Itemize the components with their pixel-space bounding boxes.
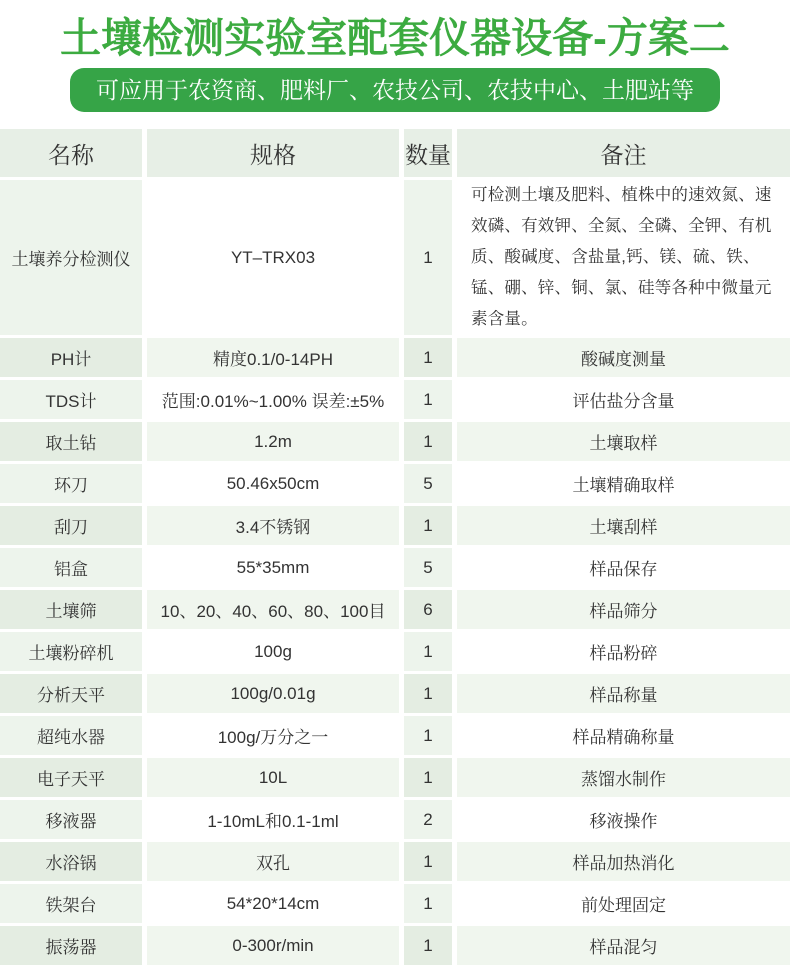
cell-spec: 54*20*14cm bbox=[147, 884, 399, 923]
column-header-spec: 规格 bbox=[147, 129, 399, 177]
cell-qty: 1 bbox=[404, 716, 452, 755]
cell-spec: 1.2m bbox=[147, 422, 399, 461]
cell-spec: 3.4不锈钢 bbox=[147, 506, 399, 545]
cell-qty: 1 bbox=[404, 422, 452, 461]
cell-spec: 1-10mL和0.1-1ml bbox=[147, 800, 399, 839]
cell-name: 铁架台 bbox=[0, 884, 142, 923]
cell-name: 环刀 bbox=[0, 464, 142, 503]
table-row bbox=[0, 422, 790, 461]
table-row bbox=[0, 338, 790, 377]
cell-note: 酸碱度测量 bbox=[457, 338, 790, 377]
cell-spec: 0-300r/min bbox=[147, 926, 399, 965]
table-row bbox=[0, 632, 790, 671]
cell-name: 刮刀 bbox=[0, 506, 142, 545]
page bbox=[0, 13, 790, 956]
cell-spec: YT–TRX03 bbox=[147, 180, 399, 335]
cell-spec: 双孔 bbox=[147, 842, 399, 881]
cell-note: 可检测土壤及肥料、植株中的速效氮、速效磷、有效钾、全氮、全磷、全钾、有机质、酸碱度、含盐量,钙、镁、硫、铁、锰、硼、锌、铜、氯、硅等各种中微量元素含量。 bbox=[457, 180, 790, 335]
cell-qty: 5 bbox=[404, 464, 452, 503]
cell-spec: 100g bbox=[147, 632, 399, 671]
header-row bbox=[0, 129, 790, 177]
table-row bbox=[0, 758, 790, 797]
column-header-name: 名称 bbox=[0, 129, 142, 177]
cell-name: TDS计 bbox=[0, 380, 142, 419]
cell-note: 样品称量 bbox=[457, 674, 790, 713]
cell-qty: 2 bbox=[404, 800, 452, 839]
column-header-qty: 数量 bbox=[404, 129, 452, 177]
cell-name: 振荡器 bbox=[0, 926, 142, 965]
table-row bbox=[0, 180, 790, 335]
cell-name: 超纯水器 bbox=[0, 716, 142, 755]
table-row bbox=[0, 884, 790, 923]
table-row bbox=[0, 590, 790, 629]
cell-spec: 100g/万分之一 bbox=[147, 716, 399, 755]
column-header-note: 备注 bbox=[457, 129, 790, 177]
cell-note: 样品精确称量 bbox=[457, 716, 790, 755]
cell-note: 样品筛分 bbox=[457, 590, 790, 629]
cell-spec: 50.46x50cm bbox=[147, 464, 399, 503]
cell-spec: 范围:0.01%~1.00% 误差:±5% bbox=[147, 380, 399, 419]
cell-note: 样品保存 bbox=[457, 548, 790, 587]
cell-name: 土壤粉碎机 bbox=[0, 632, 142, 671]
cell-name: PH计 bbox=[0, 338, 142, 377]
subtitle-badge-wrap bbox=[0, 68, 790, 112]
cell-qty: 6 bbox=[404, 590, 452, 629]
cell-note: 土壤取样 bbox=[457, 422, 790, 461]
cell-note: 蒸馏水制作 bbox=[457, 758, 790, 797]
cell-name: 分析天平 bbox=[0, 674, 142, 713]
cell-name: 电子天平 bbox=[0, 758, 142, 797]
cell-qty: 1 bbox=[404, 632, 452, 671]
cell-qty: 1 bbox=[404, 674, 452, 713]
table-row bbox=[0, 380, 790, 419]
cell-spec: 10L bbox=[147, 758, 399, 797]
cell-qty: 1 bbox=[404, 380, 452, 419]
cell-spec: 55*35mm bbox=[147, 548, 399, 587]
cell-name: 土壤养分检测仪 bbox=[0, 180, 142, 335]
cell-name: 铝盒 bbox=[0, 548, 142, 587]
cell-spec: 100g/0.01g bbox=[147, 674, 399, 713]
cell-note: 前处理固定 bbox=[457, 884, 790, 923]
table-row bbox=[0, 464, 790, 503]
cell-qty: 5 bbox=[404, 548, 452, 587]
cell-note: 评估盐分含量 bbox=[457, 380, 790, 419]
cell-spec: 10、20、40、60、80、100目 bbox=[147, 590, 399, 629]
cell-qty: 1 bbox=[404, 842, 452, 881]
cell-name: 土壤筛 bbox=[0, 590, 142, 629]
table-row bbox=[0, 674, 790, 713]
table-row bbox=[0, 842, 790, 881]
cell-note: 样品加热消化 bbox=[457, 842, 790, 881]
cell-qty: 1 bbox=[404, 926, 452, 965]
cell-name: 取土钻 bbox=[0, 422, 142, 461]
table-row bbox=[0, 800, 790, 839]
equipment-table-body bbox=[0, 180, 790, 965]
table-row bbox=[0, 548, 790, 587]
cell-note: 土壤精确取样 bbox=[457, 464, 790, 503]
cell-spec: 精度0.1/0-14PH bbox=[147, 338, 399, 377]
table-row bbox=[0, 506, 790, 545]
cell-qty: 1 bbox=[404, 506, 452, 545]
cell-qty: 1 bbox=[404, 180, 452, 335]
page-title: 土壤检测实验室配套仪器设备-方案二 bbox=[60, 15, 730, 61]
cell-note: 样品粉碎 bbox=[457, 632, 790, 671]
cell-qty: 1 bbox=[404, 758, 452, 797]
cell-note: 样品混匀 bbox=[457, 926, 790, 965]
cell-qty: 1 bbox=[404, 884, 452, 923]
cell-note: 土壤刮样 bbox=[457, 506, 790, 545]
cell-name: 水浴锅 bbox=[0, 842, 142, 881]
table-row bbox=[0, 926, 790, 965]
cell-name: 移液器 bbox=[0, 800, 142, 839]
cell-note: 移液操作 bbox=[457, 800, 790, 839]
subtitle-badge: 可应用于农资商、肥料厂、农技公司、农技中心、土肥站等 bbox=[70, 68, 720, 112]
equipment-table-header bbox=[0, 129, 790, 177]
table-row bbox=[0, 716, 790, 755]
equipment-table bbox=[0, 126, 790, 968]
cell-qty: 1 bbox=[404, 338, 452, 377]
